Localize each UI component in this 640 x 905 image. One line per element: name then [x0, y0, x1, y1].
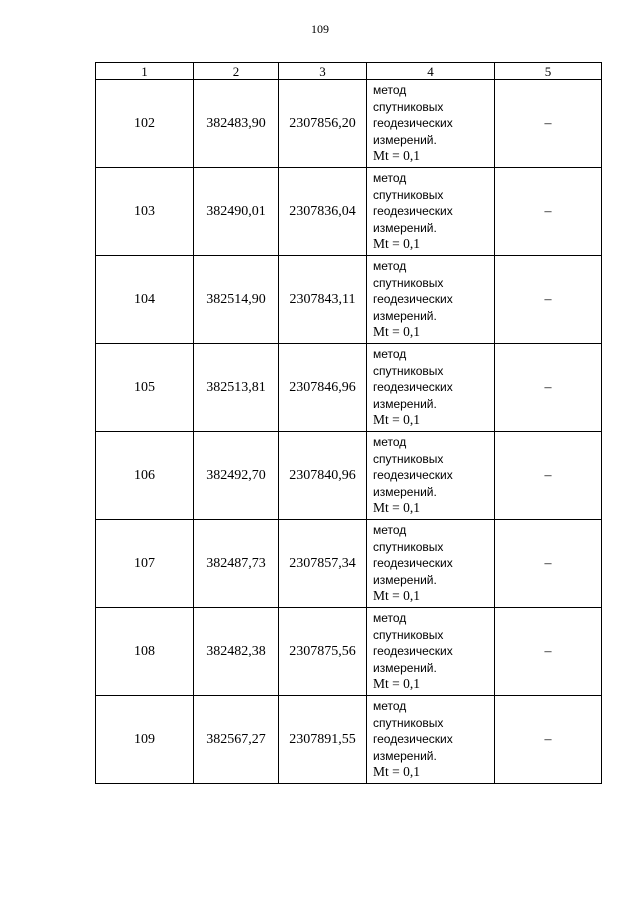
note-cell: – [495, 432, 602, 520]
point-number-cell: 102 [96, 80, 194, 168]
y-coordinate-cell: 2307857,34 [279, 520, 367, 608]
y-coordinate-cell: 2307846,96 [279, 344, 367, 432]
coordinates-table [95, 62, 602, 784]
method-line: Mt = 0,1 [373, 324, 420, 340]
method-line: геодезических [373, 468, 453, 483]
point-number-cell: 103 [96, 168, 194, 256]
x-coordinate-cell: 382567,27 [194, 696, 279, 784]
method-line: измерений. [373, 660, 437, 675]
note-cell: – [495, 608, 602, 696]
method-cell [367, 696, 495, 784]
page-number: 109 [311, 22, 329, 36]
method-line: метод [373, 83, 407, 98]
x-coordinate-cell: 382490,01 [194, 168, 279, 256]
method-line: спутниковых [373, 715, 444, 730]
method-line: геодезических [373, 732, 453, 747]
method-line: метод [373, 523, 407, 538]
method-line: метод [373, 435, 407, 450]
header-row [96, 63, 602, 80]
note-cell: – [495, 80, 602, 168]
method-line: спутниковых [373, 187, 444, 202]
header-col-1: 1 [96, 63, 194, 80]
method-cell [367, 608, 495, 696]
method-line: Mt = 0,1 [373, 412, 420, 428]
x-coordinate-cell: 382483,90 [194, 80, 279, 168]
method-line: измерений. [373, 132, 437, 147]
method-line: геодезических [373, 116, 453, 131]
method-line: геодезических [373, 292, 453, 307]
method-line: метод [373, 347, 407, 362]
method-line: измерений. [373, 484, 437, 499]
method-cell [367, 344, 495, 432]
table-row [96, 168, 602, 256]
method-line: спутниковых [373, 539, 444, 554]
x-coordinate-cell: 382487,73 [194, 520, 279, 608]
note-cell: – [495, 520, 602, 608]
method-line: метод [373, 171, 407, 186]
note-cell: – [495, 344, 602, 432]
point-number-cell: 107 [96, 520, 194, 608]
header-col-3: 3 [279, 63, 367, 80]
table-row [96, 80, 602, 168]
method-cell [367, 80, 495, 168]
table-row [96, 256, 602, 344]
method-line: спутниковых [373, 275, 444, 290]
x-coordinate-cell: 382513,81 [194, 344, 279, 432]
method-line: Mt = 0,1 [373, 148, 420, 164]
method-line: спутниковых [373, 451, 444, 466]
header-col-4: 4 [367, 63, 495, 80]
y-coordinate-cell: 2307891,55 [279, 696, 367, 784]
point-number-cell: 104 [96, 256, 194, 344]
method-line: геодезических [373, 556, 453, 571]
x-coordinate-cell: 382482,38 [194, 608, 279, 696]
table-row [96, 608, 602, 696]
method-line: измерений. [373, 396, 437, 411]
method-cell [367, 256, 495, 344]
y-coordinate-cell: 2307875,56 [279, 608, 367, 696]
method-line: Mt = 0,1 [373, 764, 420, 780]
y-coordinate-cell: 2307840,96 [279, 432, 367, 520]
table-row [96, 432, 602, 520]
method-line: спутниковых [373, 627, 444, 642]
method-line: метод [373, 699, 407, 714]
y-coordinate-cell: 2307856,20 [279, 80, 367, 168]
method-line: Mt = 0,1 [373, 236, 420, 252]
method-line: измерений. [373, 308, 437, 323]
method-cell [367, 168, 495, 256]
method-line: Mt = 0,1 [373, 588, 420, 604]
note-cell: – [495, 256, 602, 344]
note-cell: – [495, 168, 602, 256]
method-line: Mt = 0,1 [373, 500, 420, 516]
header-col-2: 2 [194, 63, 279, 80]
method-cell [367, 432, 495, 520]
x-coordinate-cell: 382492,70 [194, 432, 279, 520]
table-row [96, 520, 602, 608]
method-line: метод [373, 611, 407, 626]
method-cell [367, 520, 495, 608]
table-row [96, 696, 602, 784]
method-line: спутниковых [373, 363, 444, 378]
method-line: измерений. [373, 748, 437, 763]
header-col-5: 5 [495, 63, 602, 80]
method-line: измерений. [373, 220, 437, 235]
method-line: измерений. [373, 572, 437, 587]
point-number-cell: 105 [96, 344, 194, 432]
point-number-cell: 106 [96, 432, 194, 520]
point-number-cell: 108 [96, 608, 194, 696]
method-line: Mt = 0,1 [373, 676, 420, 692]
x-coordinate-cell: 382514,90 [194, 256, 279, 344]
method-line: геодезических [373, 204, 453, 219]
method-line: метод [373, 259, 407, 274]
y-coordinate-cell: 2307843,11 [279, 256, 367, 344]
method-line: спутниковых [373, 99, 444, 114]
point-number-cell: 109 [96, 696, 194, 784]
method-line: геодезических [373, 380, 453, 395]
y-coordinate-cell: 2307836,04 [279, 168, 367, 256]
note-cell: – [495, 696, 602, 784]
table-row [96, 344, 602, 432]
method-line: геодезических [373, 644, 453, 659]
